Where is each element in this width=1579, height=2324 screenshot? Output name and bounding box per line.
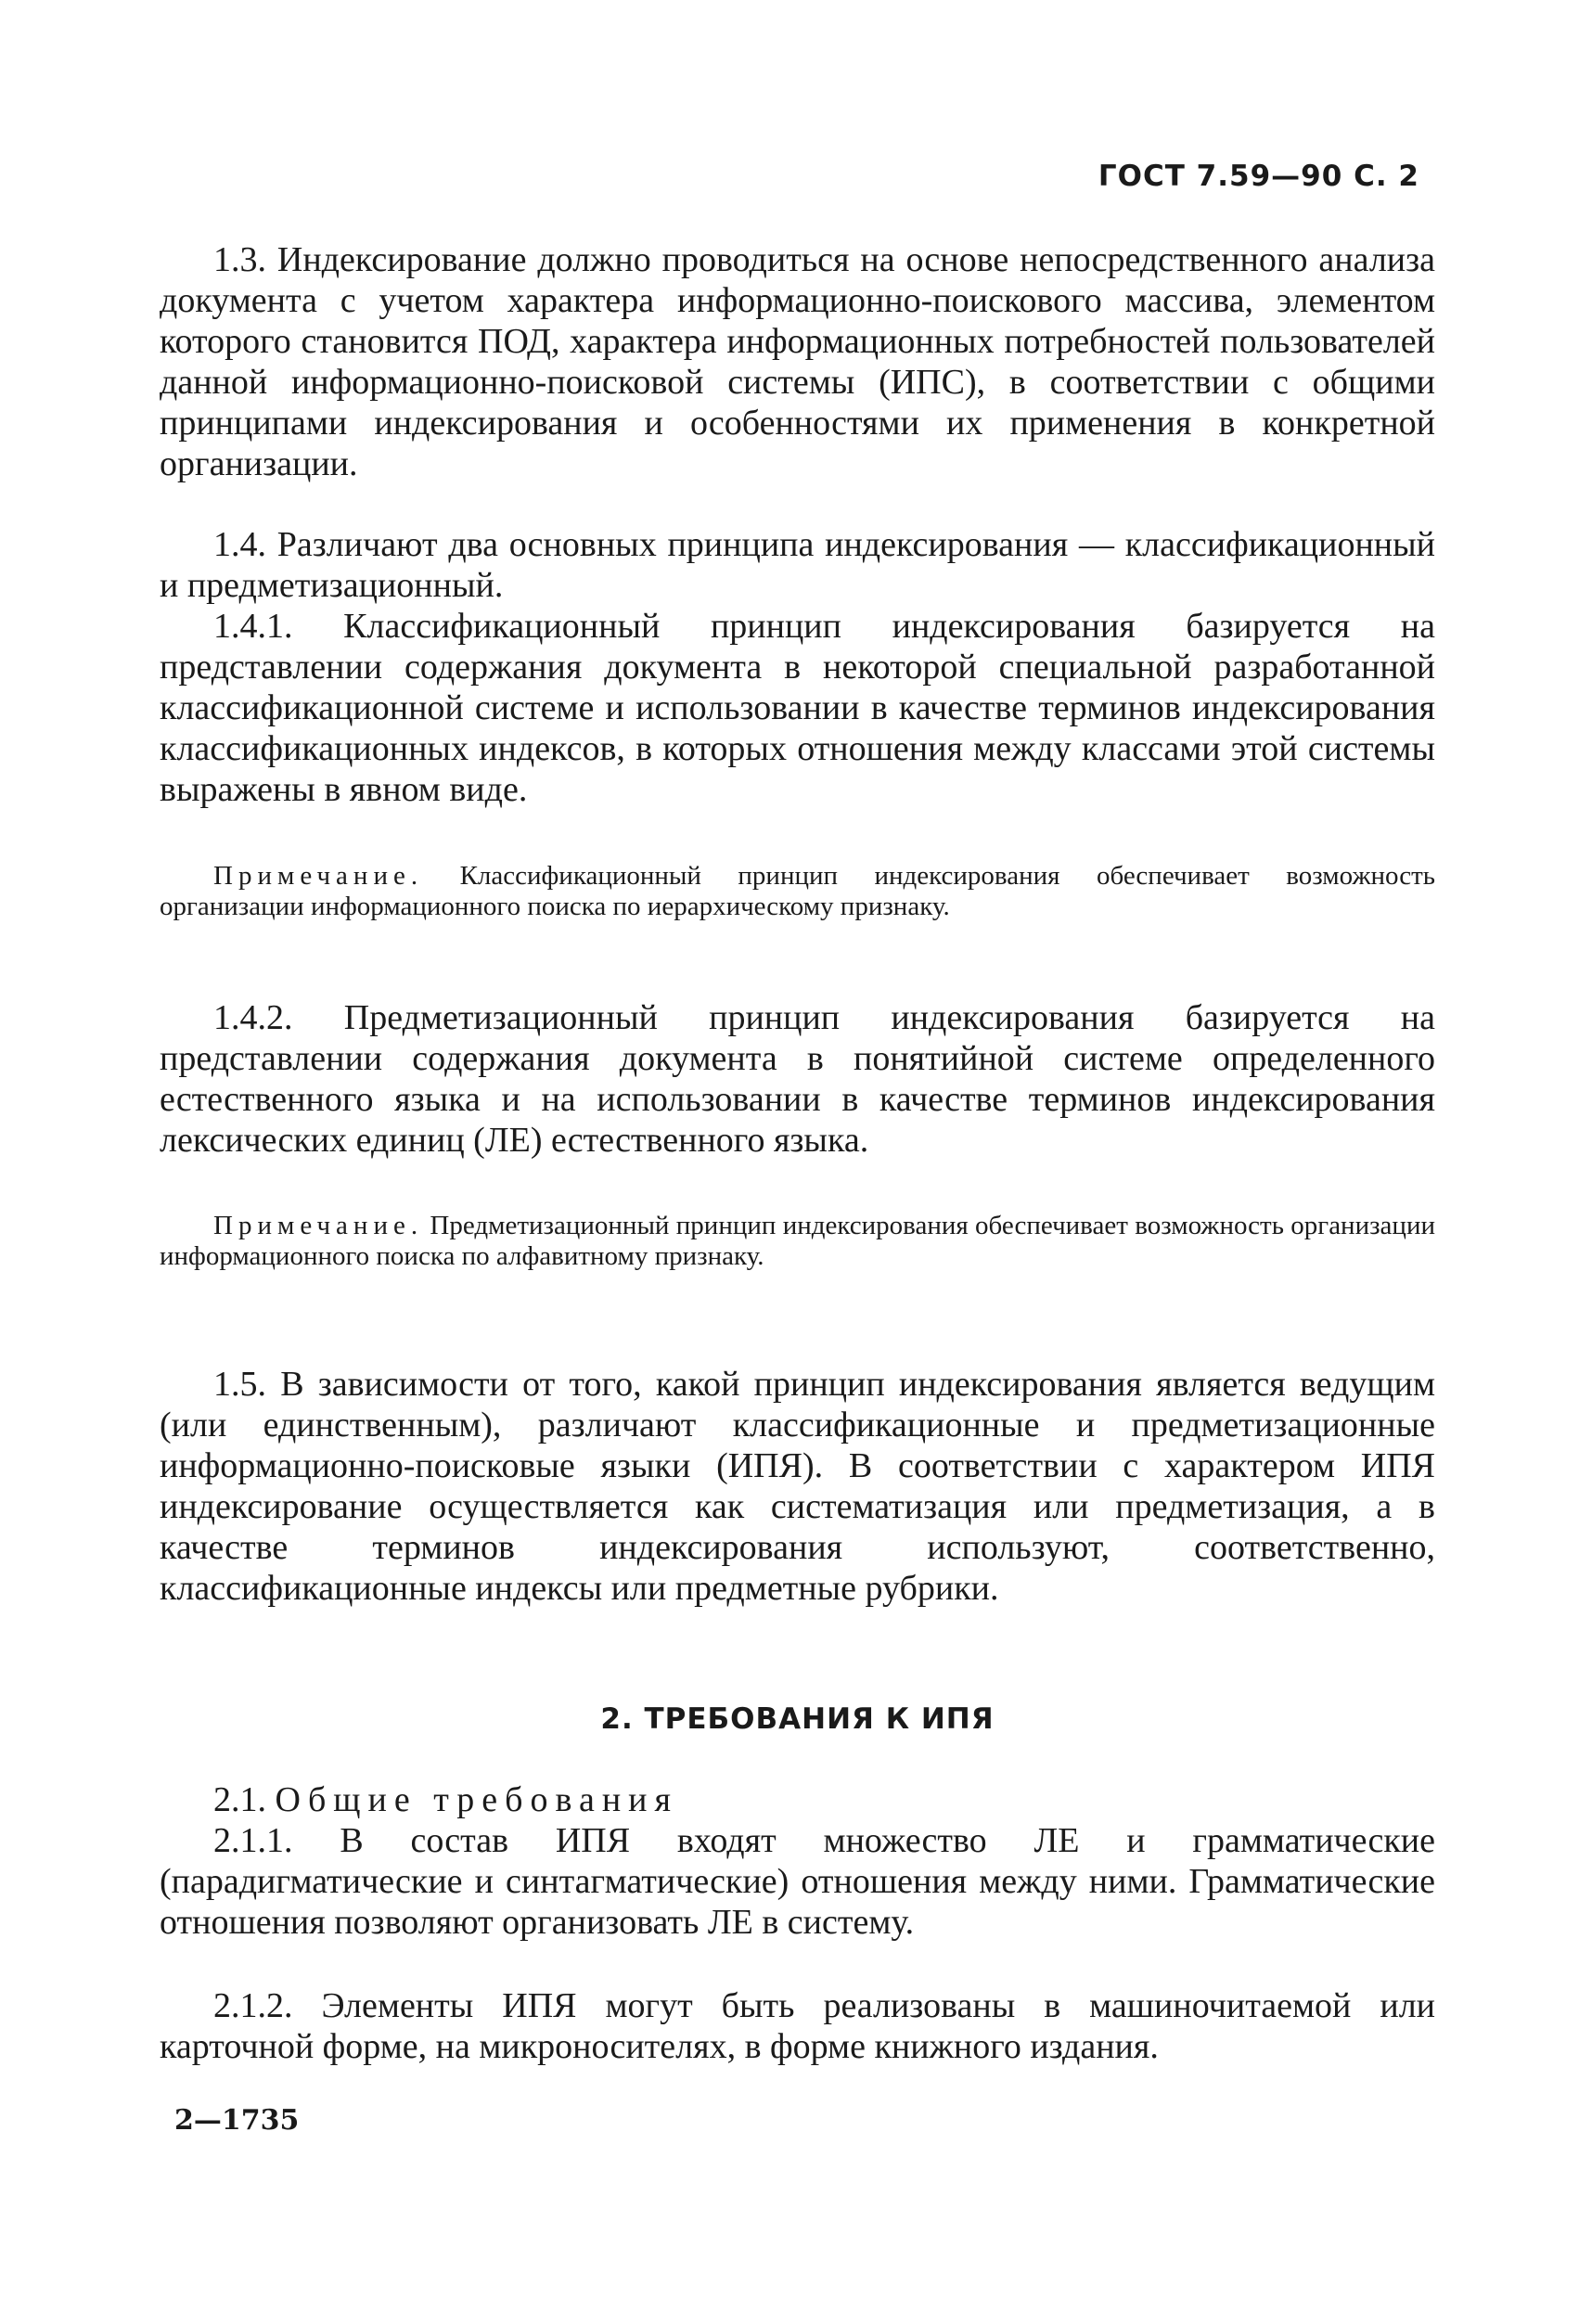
paragraph-1-4-2	[160, 997, 1435, 1161]
paragraph-text: 1.3. Индексирование должно проводиться на основе непосредственного анализа документа с учетом характера информационно-поискового массива, элементом которого становится ПОД, характера информационных потребностей пользователей данной информационно-поисковой системы (ИПС), в соответствии с общими принципами индексирования и особенностями их применения в конкретной организации.	[160, 240, 1435, 483]
subsection-2-1	[160, 1779, 1435, 1820]
note-label: Примечание.	[213, 861, 424, 891]
note-body: Классификационный принцип индексирования обеспечивает возможность организации информационного поиска по иерархическому признаку.	[160, 861, 1435, 921]
paragraph-2-1-2	[160, 1985, 1435, 2067]
paragraph-text: 1.4.2. Предметизационный принцип индексирования базируется на представлении содержания документа в понятийной системе определенного естественного языка и на использовании в качестве терминов индексирования лексических единиц (ЛЕ) естественного языка.	[160, 998, 1435, 1160]
note-body: Предметизационный принцип индексирования обеспечивает возможность организации информационного поиска по алфавитному признаку.	[160, 1211, 1435, 1271]
note-text	[160, 1211, 1435, 1272]
paragraph-1-3	[160, 239, 1435, 484]
paragraph-text: 1.4.1. Классификационный принцип индексирования базируется на представлении содержания документа в некоторой специальной разработанной классификационной системе и использовании в качестве терминов индексирования классификационных индексов, в которых отношения между классами этой системы выражены в явном виде.	[160, 607, 1435, 809]
paragraph-text: 1.5. В зависимости от того, какой принцип индексирования является ведущим (или единственным), различают классификационные и предметизационные информационно-поисковые языки (ИПЯ). В соответствии с характером ИПЯ индексирование осуществляется как систематизация или предметизация, а в качестве терминов индексирования используют, соответственно, классификационные индексы или предметные рубрики.	[160, 1365, 1435, 1608]
section-title: 2. ТРЕБОВАНИЯ К ИПЯ	[600, 1702, 995, 1736]
subsection-label: Общие требования	[275, 1780, 678, 1819]
sheet-mark: 2—1735	[174, 2104, 300, 2137]
paragraph-text: 2.1.2. Элементы ИПЯ могут быть реализованы в машиночитаемой или карточной форме, на микроносителях, в форме книжного издания.	[160, 1986, 1435, 2066]
note-2	[160, 1211, 1435, 1272]
subsection-title	[160, 1779, 1435, 1820]
paragraph-1-4-1	[160, 606, 1435, 810]
subsection-number: 2.1.	[213, 1780, 266, 1819]
paragraph-text: 1.4. Различают два основных принципа индексирования — классификационный и предметизационный.	[160, 525, 1435, 605]
page-header: ГОСТ 7.59—90 С. 2	[1098, 160, 1419, 193]
note-text	[160, 861, 1435, 922]
paragraph-text: 2.1.1. В состав ИПЯ входят множество ЛЕ и грамматические (парадигматические и синтагматические) отношения между ними. Грамматические отношения позволяют организовать ЛЕ в систему.	[160, 1821, 1435, 1942]
section-2-heading-wrap	[160, 1702, 1435, 1736]
note-label: Примечание.	[213, 1211, 424, 1240]
paragraph-1-5	[160, 1364, 1435, 1609]
note-1	[160, 861, 1435, 922]
paragraph-1-4	[160, 524, 1435, 606]
paragraph-2-1-1	[160, 1820, 1435, 1943]
